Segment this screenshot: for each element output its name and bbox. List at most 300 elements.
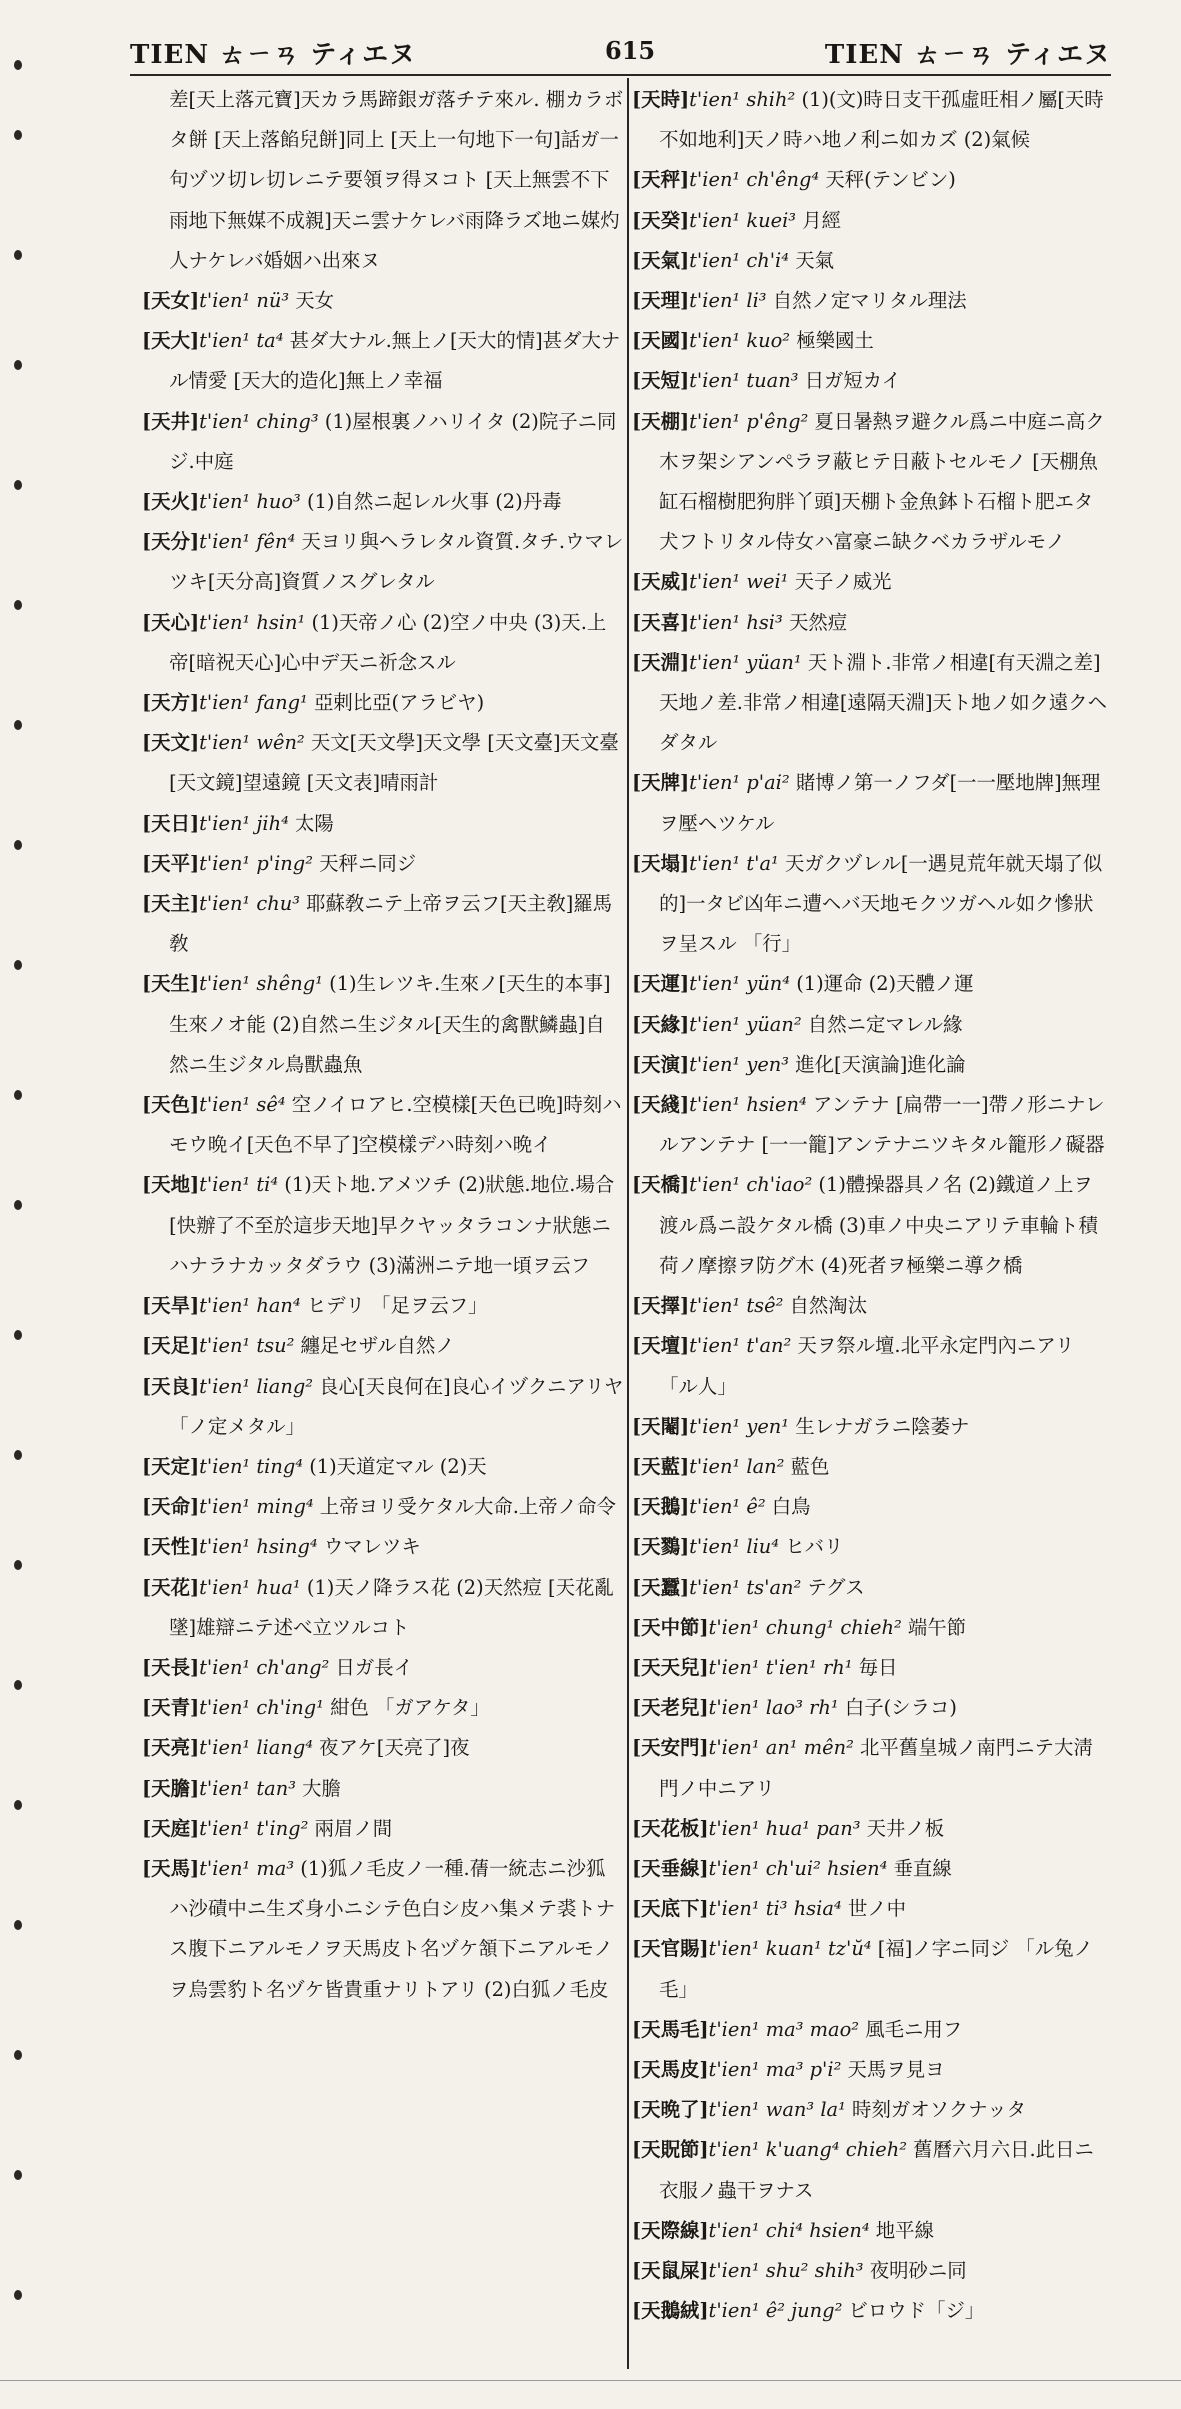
entry-headword: [天青] [142,1696,200,1720]
margin-dot [14,1090,22,1100]
page-header [130,28,1111,74]
entry-headword: [天馬皮] [632,2057,709,2081]
dictionary-entry [632,321,1112,361]
dictionary-entry [632,361,1112,401]
margin-dot [14,60,22,70]
entry-definition: (1)體操器具ノ名 (2)鐵道ノ上ヲ渡ル爲ニ設ケタル橋 (3)車ノ中央ニアリテ車輪ト積荷ノ摩擦ヲ防グ木 (4)死者ヲ極樂ニ導ク橋 [659,1173,1098,1277]
margin-dot [14,250,22,260]
entry-romanization: t'ien¹ liang⁴ [199,1736,314,1760]
entry-headword: [天方] [142,691,200,715]
dictionary-entry [632,964,1112,1004]
header-left: TIEN ㄊㄧㄢ ティエヌ [130,40,417,70]
entry-definition: 白鳥 [765,1495,811,1519]
entry-definition: 風毛ニ用フ [859,2017,963,2041]
entry-definition: 空ノイロアヒ.空模樣[天色已晚]時刻ハモウ晩イ[天色不早了]空模樣デハ時刻ハ晩イ [169,1093,622,1157]
dictionary-entry [632,1648,1112,1688]
entry-definition: 夜明砂ニ同 [863,2258,967,2282]
entry-headword: [天棚] [632,409,690,433]
margin-dot [14,480,22,490]
entry-definition: 天文[天文學]天文學 [天文臺]天文臺[天文鏡]望遠鏡 [天文表]晴雨計 [169,731,619,795]
dictionary-entry [632,201,1112,241]
entry-romanization: t'ien¹ chi⁴ hsien⁴ [708,2218,870,2242]
entry-romanization: t'ien¹ ê² [689,1495,766,1519]
dictionary-entry [142,1849,624,2010]
entry-headword: [天秤] [632,168,690,192]
entry-definition: 自然ノ定マリタル理法 [766,289,967,313]
entry-romanization: t'ien¹ p'ai² [689,771,790,795]
entry-definition: 兩眉ノ間 [308,1816,393,1840]
right-column [632,80,1112,2369]
dictionary-entry [142,1527,624,1567]
dictionary-entry [142,1688,624,1728]
entry-definition: 天女 [289,289,335,313]
entry-definition: 天井ノ板 [860,1816,945,1840]
entry-romanization: t'ien¹ ming⁴ [199,1495,314,1519]
dictionary-entry [142,1085,624,1165]
margin-dot [14,600,22,610]
entry-headword: [天牌] [632,771,690,795]
entry-romanization: t'ien¹ yen³ [689,1052,790,1076]
entry-headword: [天鼠屎] [632,2258,709,2282]
entry-headword: [天癸] [632,208,690,232]
entry-definition: 纏足セザル自然ノ [294,1334,455,1358]
dictionary-entry [632,402,1112,563]
entry-definition: 天ヲ祭ル壇.北平永定門內ニアリ 「ル人」 [659,1334,1075,1398]
entry-headword: [天花] [142,1575,200,1599]
entry-romanization: t'ien¹ ma³ p'i² [708,2057,842,2081]
dictionary-entry [632,1849,1112,1889]
entry-definition: ヒデリ 「足ヲ云フ」 [300,1294,488,1318]
margin-dot [14,720,22,730]
entry-romanization: t'ien¹ nü³ [199,289,290,313]
entry-romanization: t'ien¹ fang¹ [199,691,308,715]
margin-dot [14,2050,22,2060]
entry-romanization: t'ien¹ hua¹ [199,1575,301,1599]
entry-romanization: t'ien¹ hsin¹ [199,610,306,634]
dictionary-entry [142,844,624,884]
entry-headword: [天生] [142,972,200,996]
margin-dot [14,840,22,850]
entry-definition: (1)天ノ降ラス花 (2)天然痘 [天花亂墜]雄辯ニテ述べ立ツルコト [169,1575,614,1639]
entry-definition: (1)屋根裏ノハリイタ (2)院子ニ同ジ.中庭 [169,409,617,473]
entry-romanization: t'ien¹ jih⁴ [199,811,289,835]
dictionary-entry [632,281,1112,321]
dictionary-entry [632,1889,1112,1929]
dictionary-entry [142,1367,624,1447]
dictionary-entry [632,1045,1112,1085]
entry-headword: [天理] [632,289,690,313]
dictionary-entry [632,1688,1112,1728]
entry-definition: 北平舊皇城ノ南門ニテ大淸門ノ中ニアリ [659,1736,1093,1800]
entry-romanization: t'ien¹ tuan³ [689,369,799,393]
dictionary-entry [632,2291,1112,2331]
entry-definition: 太陽 [288,811,334,835]
entry-headword: [天安門] [632,1736,709,1760]
entry-headword: [天馬毛] [632,2017,709,2041]
entry-definition: 天ヨリ與ヘラレタル資質.タチ.ウマレツキ[天分高]資質ノスグレタル [169,530,624,594]
entry-romanization: t'ien¹ yüan² [689,1012,802,1036]
entry-definition: 天子ノ威光 [788,570,892,594]
entry-romanization: t'ien¹ liu⁴ [689,1535,780,1559]
entry-romanization: t'ien¹ lan² [689,1454,785,1478]
dictionary-entry [142,1487,624,1527]
margin-dot [14,1560,22,1570]
entry-romanization: t'ien¹ hsi³ [689,610,783,634]
entry-headword: [天馬] [142,1856,200,1880]
dictionary-entry [142,80,624,281]
entry-headword: [天緣] [632,1012,690,1036]
column-divider [627,78,629,2369]
entry-headword: [天際線] [632,2218,709,2242]
dictionary-entry [632,2211,1112,2251]
entry-headword: [天主] [142,892,200,916]
entry-headword: [天閹] [632,1414,690,1438]
bottom-rule [0,2380,1181,2381]
entry-romanization: t'ien¹ ta⁴ [199,329,284,353]
entry-definition: [福]ノ字ニ同ジ 「ル兔ノ毛」 [659,1937,1093,2001]
entry-romanization: t'ien¹ p'êng² [689,409,809,433]
entry-definition: (1)運命 (2)天體ノ運 [790,972,974,996]
margin-dot [14,1450,22,1460]
dictionary-entry [632,1809,1112,1849]
entry-romanization: t'ien¹ hua¹ pan³ [708,1816,861,1840]
entry-headword: [天鷚] [632,1535,690,1559]
entry-romanization: t'ien¹ ch'ang² [199,1655,330,1679]
entry-definition: (1)(文)時日支干孤虛旺相ノ屬[天時不如地利]天ノ時ハ地ノ利ニ如カズ (2)氣候 [659,88,1104,152]
dictionary-entry [142,522,624,602]
dictionary-entry [632,603,1112,643]
entry-headword: [天國] [632,329,690,353]
entry-headword: [天大] [142,329,200,353]
dictionary-entry [632,1326,1112,1406]
entry-romanization: t'ien¹ k'uang⁴ chieh² [708,2138,908,2162]
entry-headword: [天命] [142,1495,200,1519]
entry-headword: [天蠶] [632,1575,690,1599]
entry-definition: 差[天上落元寶]天カラ馬蹄銀ガ落チテ來ル. 棚カラボタ餅 [天上落餡兒餅]同上 [天上一句地下一句]話ガ一句ヅツ切レ切レニテ要領ヲ得ヌコト [天上無雲不下雨地下無媒不成親]天ニ雲ナケレバ雨降ラズ地ニ媒灼人ナケレバ婚姻ハ出來ヌ [169,88,624,272]
entry-romanization: t'ien¹ ma³ mao² [708,2017,860,2041]
entry-romanization: t'ien¹ kuo² [689,329,791,353]
entry-headword: [天喜] [632,610,690,634]
entry-romanization: t'ien¹ huo³ [199,490,301,514]
entry-headword: [天官賜] [632,1937,709,1961]
dictionary-entry [142,402,624,482]
entry-definition: 紺色 「ガアケタ」 [323,1696,490,1720]
entry-headword: [天底下] [632,1897,709,1921]
dictionary-entry [632,241,1112,281]
entry-definition: 自然淘汰 [783,1294,868,1318]
entry-romanization: t'ien¹ ma³ [199,1856,295,1880]
entry-definition: 自然ニ定マレル緣 [801,1012,963,1036]
entry-definition: 端午節 [901,1615,967,1639]
entry-romanization: t'ien¹ ti⁴ [199,1173,279,1197]
dictionary-entry [632,1728,1112,1808]
entry-romanization: t'ien¹ tan³ [199,1776,296,1800]
dictionary-entry [632,1608,1112,1648]
entry-definition: 進化[天演論]進化論 [789,1052,966,1076]
entry-romanization: t'ien¹ sê⁴ [199,1093,286,1117]
page-number: 615 [605,36,656,65]
dictionary-entry [142,1728,624,1768]
entry-definition: 賭博ノ第一ノフダ[一一壓地牌]無理ヲ壓ヘツケル [659,771,1101,835]
entry-definition: 天秤ニ同ジ [313,851,417,875]
dictionary-entry [632,1005,1112,1045]
entry-headword: [天長] [142,1655,200,1679]
entry-romanization: t'ien¹ t'ien¹ rh¹ [708,1655,853,1679]
dictionary-entry [142,1648,624,1688]
entry-definition: 藍色 [784,1454,830,1478]
dictionary-entry [142,1568,624,1648]
entry-definition: 天ト淵ト.非常ノ相違[有天淵之差]天地ノ差.非常ノ相違[遠隔天淵]天ト地ノ如ク遠クヘダタル [659,650,1108,755]
margin-dot [14,1920,22,1930]
dictionary-entry [142,1286,624,1326]
entry-definition: 良心[天良何在]良心イヅクニアリヤ 「ノ定メタル」 [169,1374,624,1438]
dictionary-entry [632,562,1112,602]
entry-definition: ウマレツキ [317,1535,421,1559]
entry-definition: 白子(シラコ) [838,1696,957,1720]
margin-dot [14,130,22,140]
entry-headword: [天色] [142,1093,200,1117]
dictionary-entry [142,1809,624,1849]
entry-headword: [天亮] [142,1736,200,1760]
entry-headword: [天鵝] [632,1495,690,1519]
dictionary-entry [142,1769,624,1809]
dictionary-entry [142,723,624,803]
entry-headword: [天日] [142,811,200,835]
entry-romanization: t'ien¹ wên² [199,731,305,755]
entry-definition: 上帝ヨリ受ケタル大命.上帝ノ命令 [313,1495,616,1519]
entry-definition: ヒバリ [779,1535,844,1559]
entry-romanization: t'ien¹ ch'ui² hsien⁴ [708,1856,888,1880]
dictionary-entry [632,2050,1112,2090]
dictionary-entry [142,1165,624,1286]
entry-romanization: t'ien¹ yün⁴ [689,972,791,996]
entry-definition: 時刻ガオソクナッタ [845,2098,1026,2122]
entry-headword: [天文] [142,731,200,755]
entry-definition: (1)天ト地.アメツチ (2)狀態.地位.場合 [快辦了不至於這步天地]早クヤッタラコンナ狀態ニハナラナカッタダラウ (3)滿洲ニテ地一頃ヲ云フ [169,1173,615,1277]
entry-romanization: t'ien¹ p'ing² [199,851,313,875]
dictionary-entry [632,2090,1112,2130]
dictionary-entry [142,1447,624,1487]
entry-definition: 天秤(テンビン) [819,168,956,192]
entry-definition: 天ガクヅレル[一遇見荒年就天塌了似的]一タビ凶年ニ遭ヘバ天地モクツガヘル如ク慘狀ヲ呈スル 「行」 [659,851,1103,956]
entry-romanization: t'ien¹ an¹ mên² [708,1736,854,1760]
margin-dot [14,2170,22,2180]
entry-headword: [天平] [142,851,200,875]
entry-headword: [天井] [142,409,200,433]
entry-headword: [天綫] [632,1093,690,1117]
dictionary-entry [632,844,1112,965]
dictionary-entry [142,321,624,401]
dictionary-entry [632,2010,1112,2050]
entry-romanization: t'ien¹ shu² shih³ [708,2258,864,2282]
dictionary-entry [632,1568,1112,1608]
dictionary-entry [632,80,1112,160]
dictionary-entry [632,643,1112,764]
entry-romanization: t'ien¹ ê² jung² [708,2299,843,2323]
margin-dot [14,1800,22,1810]
entry-headword: [天火] [142,490,200,514]
entry-headword: [天擇] [632,1294,690,1318]
dictionary-entry [632,763,1112,843]
dictionary-entry [632,1447,1112,1487]
dictionary-entry [632,2130,1112,2210]
entry-headword: [天時] [632,88,690,111]
entry-definition: 夏日暑熱ヲ避クル爲ニ中庭ニ高ク木ヲ架シアンペラヲ蔽ヒテ日蔽トセルモノ [天棚魚缸石榴樹肥狗胖丫頭]天棚ト金魚鉢ト石榴ト肥エタ犬フトリタル侍女ハ富豪ニ缺クベカラザルモノ [659,409,1105,554]
entry-headword: [天老兒] [632,1696,709,1720]
entry-headword: [天壇] [632,1334,690,1358]
entry-definition: アンテナ [扁帶一一]帶ノ形ニナレルアンテナ [一一籠]アンテナニツキタル籠形ノ礙器 [659,1093,1105,1157]
dictionary-entry [142,1326,624,1366]
entry-definition: (1)生レツキ.生來ノ[天生的本事]生來ノオ能 (2)自然ニ生ジタル[天生的禽獸鱗蟲]自然ニ生ジタル鳥獸蟲魚 [169,972,611,1076]
entry-romanization: t'ien¹ li³ [689,289,767,313]
entry-definition: 世ノ中 [841,1897,907,1921]
dictionary-entry [632,1286,1112,1326]
dictionary-entry [632,1527,1112,1567]
entry-headword: [天分] [142,530,200,554]
entry-definition: 毎日 [852,1655,898,1679]
entry-romanization: t'ien¹ t'a¹ [689,851,779,875]
entry-definition: 月經 [796,208,842,232]
entry-headword: [天良] [142,1374,200,1398]
entry-headword: [天鵝絨] [632,2299,709,2323]
entry-headword: [天定] [142,1454,200,1478]
dictionary-entry [142,683,624,723]
entry-headword: [天短] [632,369,690,393]
entry-romanization: t'ien¹ ch'i⁴ [689,248,790,272]
left-column [142,80,624,2369]
entry-definition: 亞剌比亞(アラビヤ) [307,691,485,715]
entry-romanization: t'ien¹ yen¹ [689,1414,790,1438]
entry-romanization: t'ien¹ wan³ la¹ [708,2098,846,2122]
entry-romanization: t'ien¹ chung¹ chieh² [708,1615,902,1639]
margin-dot [14,1680,22,1690]
entry-headword: [天膽] [142,1776,200,1800]
entry-definition: 地平線 [869,2218,934,2242]
entry-romanization: t'ien¹ kuei³ [689,208,797,232]
entry-definition: 日ガ短カイ [798,369,902,393]
entry-definition: ビロウド「ジ」 [842,2299,985,2323]
entry-definition: 天然痘 [782,610,848,634]
entry-headword: [天氣] [632,248,690,272]
entry-definition: 垂直線 [887,1856,952,1880]
entry-definition: 夜アケ[天亮了]夜 [313,1736,470,1760]
entry-definition: (1)天道定マル (2)天 [303,1454,487,1478]
dictionary-entry [142,281,624,321]
entry-romanization: t'ien¹ shih² [689,88,796,111]
entry-romanization: t'ien¹ ti³ hsia⁴ [708,1897,842,1921]
entry-romanization: t'ien¹ t'an² [689,1334,792,1358]
header-right: TIEN ㄊㄧㄢ ティエヌ [824,40,1111,70]
entry-headword: [天性] [142,1535,200,1559]
entry-romanization: t'ien¹ ch'ing¹ [199,1696,324,1720]
entry-headword: [天足] [142,1334,200,1358]
entry-romanization: t'ien¹ liang² [199,1374,314,1398]
entry-headword: [天運] [632,972,690,996]
entry-definition: 舊曆六月六日.此日ニ衣服ノ蟲干ヲナス [659,2138,1094,2202]
dictionary-entry [142,964,624,1085]
entry-headword: [天橋] [632,1173,690,1197]
margin-dot [14,2290,22,2300]
entry-headword: [天晩了] [632,2098,709,2122]
entry-romanization: t'ien¹ kuan¹ tz'ŭ⁴ [708,1937,872,1961]
entry-headword: [天演] [632,1052,690,1076]
margin-dot [14,360,22,370]
dictionary-entry [632,1165,1112,1286]
entry-romanization: t'ien¹ ting⁴ [199,1454,304,1478]
entry-headword: [天垂線] [632,1856,709,1880]
entry-romanization: t'ien¹ han⁴ [199,1294,301,1318]
entry-definition: (1)狐ノ毛皮ノ一種.蒨一統志ニ沙狐ハ沙磧中ニ生ズ身小ニシテ色白シ皮ハ集メテ裘トナス腹下ニアルモノヲ天馬皮ト名ヅケ頷下ニアルモノヲ烏雲豹ト名ヅケ皆貴重ナリトアリ (2)白狐ノ毛皮 [169,1856,616,2001]
entry-headword: [天藍] [632,1454,690,1478]
dictionary-entry [142,884,624,964]
binding-margin [14,0,28,2409]
entry-romanization: t'ien¹ tsu² [199,1334,295,1358]
entry-romanization: t'ien¹ wei¹ [689,570,789,594]
entry-headword: [天中節] [632,1615,709,1639]
entry-headword: [天威] [632,570,690,594]
entry-romanization: t'ien¹ tsê² [689,1294,784,1318]
entry-headword: [天貺節] [632,2138,709,2162]
entry-romanization: t'ien¹ ching³ [199,409,319,433]
entry-definition: 耶蘇敎ニテ上帝ヲ云フ[天主敎]羅馬敎 [169,892,613,956]
entry-definition: テグス [801,1575,865,1599]
entry-romanization: t'ien¹ ch'iao² [689,1173,813,1197]
entry-headword: [天花板] [632,1816,709,1840]
entry-headword: [天地] [142,1173,200,1197]
entry-definition: (1)天帝ノ心 (2)空ノ中央 (3)天.上帝[暗祝天心]心中デ天ニ祈念スル [169,610,607,674]
dictionary-entry [142,603,624,683]
header-rule [130,74,1111,76]
margin-dot [14,960,22,970]
dictionary-entry [142,482,624,522]
dictionary-entry [632,160,1112,200]
dictionary-entry [142,804,624,844]
entry-definition: 天馬ヲ見ヨ [841,2057,945,2081]
dictionary-entry [632,1407,1112,1447]
dictionary-entry [632,2251,1112,2291]
entry-definition: 生レナガラニ陰萎ナ [789,1414,970,1438]
entry-definition: 大膽 [295,1776,341,1800]
dictionary-entry [632,1487,1112,1527]
dictionary-entry [632,1929,1112,2009]
entry-romanization: t'ien¹ ts'an² [689,1575,802,1599]
margin-dot [14,1200,22,1210]
dictionary-entry [632,1085,1112,1165]
entry-definition: 極樂國土 [790,329,874,353]
entry-romanization: t'ien¹ ch'êng⁴ [689,168,820,192]
entry-headword: [天庭] [142,1816,200,1840]
entry-romanization: t'ien¹ chu³ [199,892,300,916]
entry-romanization: t'ien¹ hsing⁴ [199,1535,318,1559]
entry-headword: [天淵] [632,650,690,674]
entry-romanization: t'ien¹ hsien⁴ [689,1093,807,1117]
entry-headword: [天女] [142,289,200,313]
entry-headword: [天心] [142,610,200,634]
entry-definition: 天氣 [789,248,834,272]
entry-romanization: t'ien¹ t'ing² [199,1816,309,1840]
margin-dot [14,1330,22,1340]
entry-romanization: t'ien¹ yüan¹ [689,650,802,674]
entry-headword: [天天兒] [632,1655,709,1679]
entry-definition: 甚ダ大ナル.無上ノ[天大的情]甚ダ大ナル情愛 [天大的造化]無上ノ幸福 [169,329,621,393]
entry-romanization: t'ien¹ fên⁴ [199,530,296,554]
entry-headword: [天旱] [142,1294,200,1318]
entry-romanization: t'ien¹ lao³ rh¹ [708,1696,839,1720]
entry-romanization: t'ien¹ shêng¹ [199,972,323,996]
entry-headword: [天塌] [632,851,690,875]
entry-definition: (1)自然ニ起レル火事 (2)丹毒 [300,490,562,514]
entry-definition: 日ガ長イ [329,1655,414,1679]
